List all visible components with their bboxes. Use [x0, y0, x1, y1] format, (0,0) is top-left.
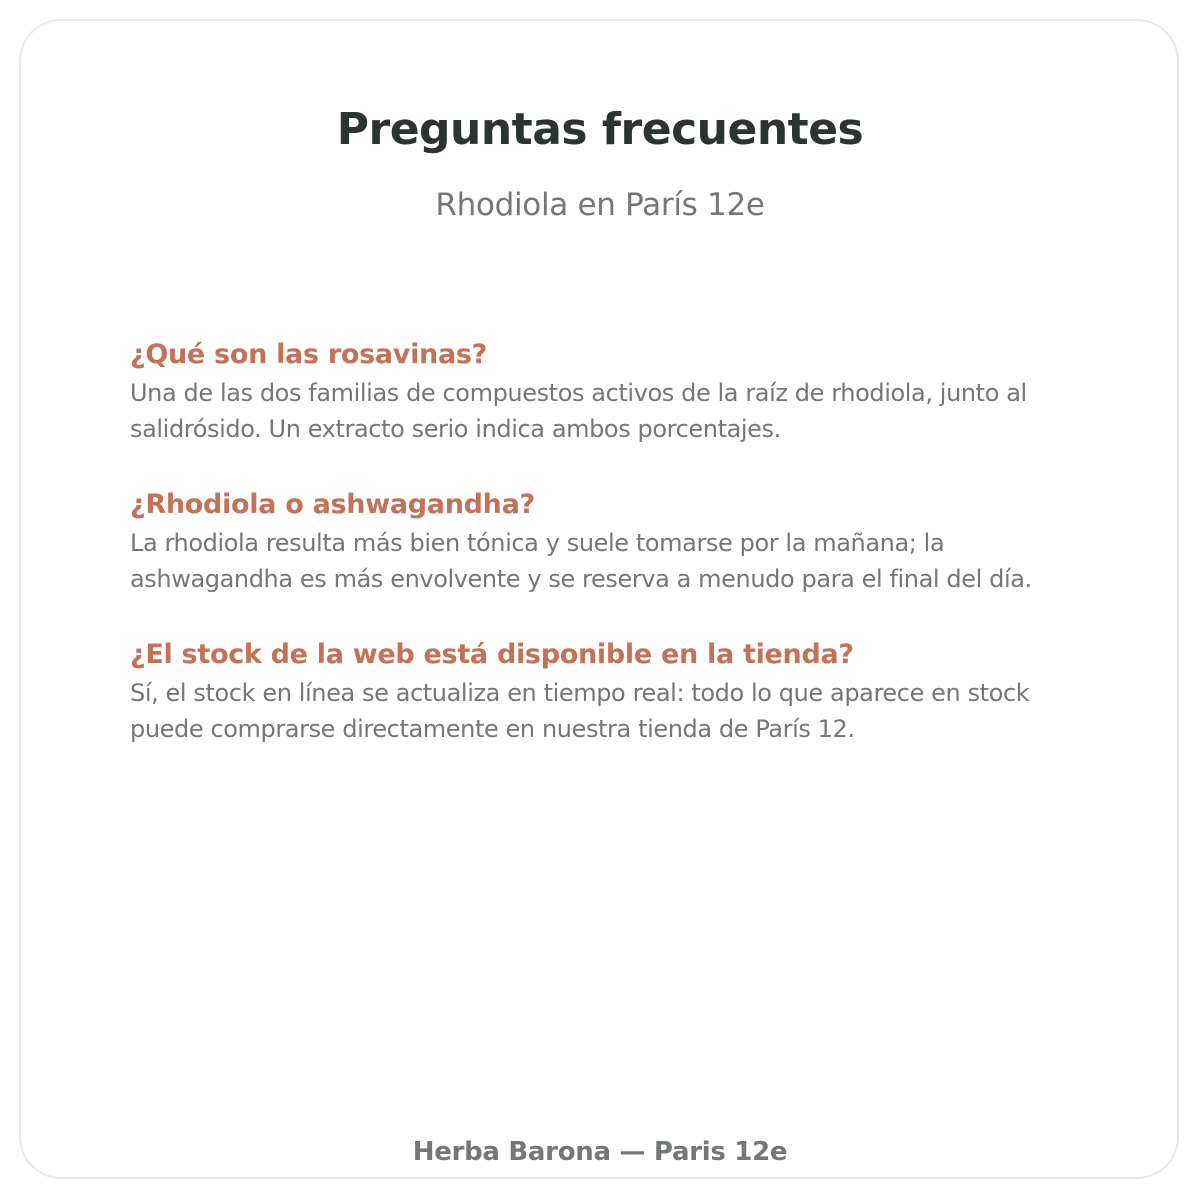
footer-brand: Herba Barona — Paris 12e [412, 1137, 788, 1167]
page-subtitle: Rhodiola en París 12e [435, 187, 765, 223]
faq-item-stock-in-store [130, 635, 1090, 747]
faq-item-rosavinas [130, 335, 1090, 447]
faq-question: ¿El stock de la web está disponible en la tienda? [130, 639, 854, 670]
faq-question: ¿Rhodiola o ashwagandha? [130, 489, 535, 520]
faq-answer: Una de las dos familias de compuestos activos de la raíz de rhodiola, junto al salidrósido. Un extracto serio indica ambos porcentajes. [130, 379, 1027, 443]
faq-list [130, 335, 1090, 785]
faq-item-rhodiola-vs-ashwagandha [130, 485, 1090, 597]
faq-question: ¿Qué son las rosavinas? [130, 339, 488, 370]
faq-answer: Sí, el stock en línea se actualiza en tiempo real: todo lo que aparece en stock puede comprarse directamente en nuestra tienda de París 12. [130, 679, 1030, 743]
page-title: Preguntas frecuentes [336, 104, 864, 155]
faq-answer: La rhodiola resulta más bien tónica y suele tomarse por la mañana; la ashwagandha es más envolvente y se reserva a menudo para el final del día. [130, 529, 1032, 593]
